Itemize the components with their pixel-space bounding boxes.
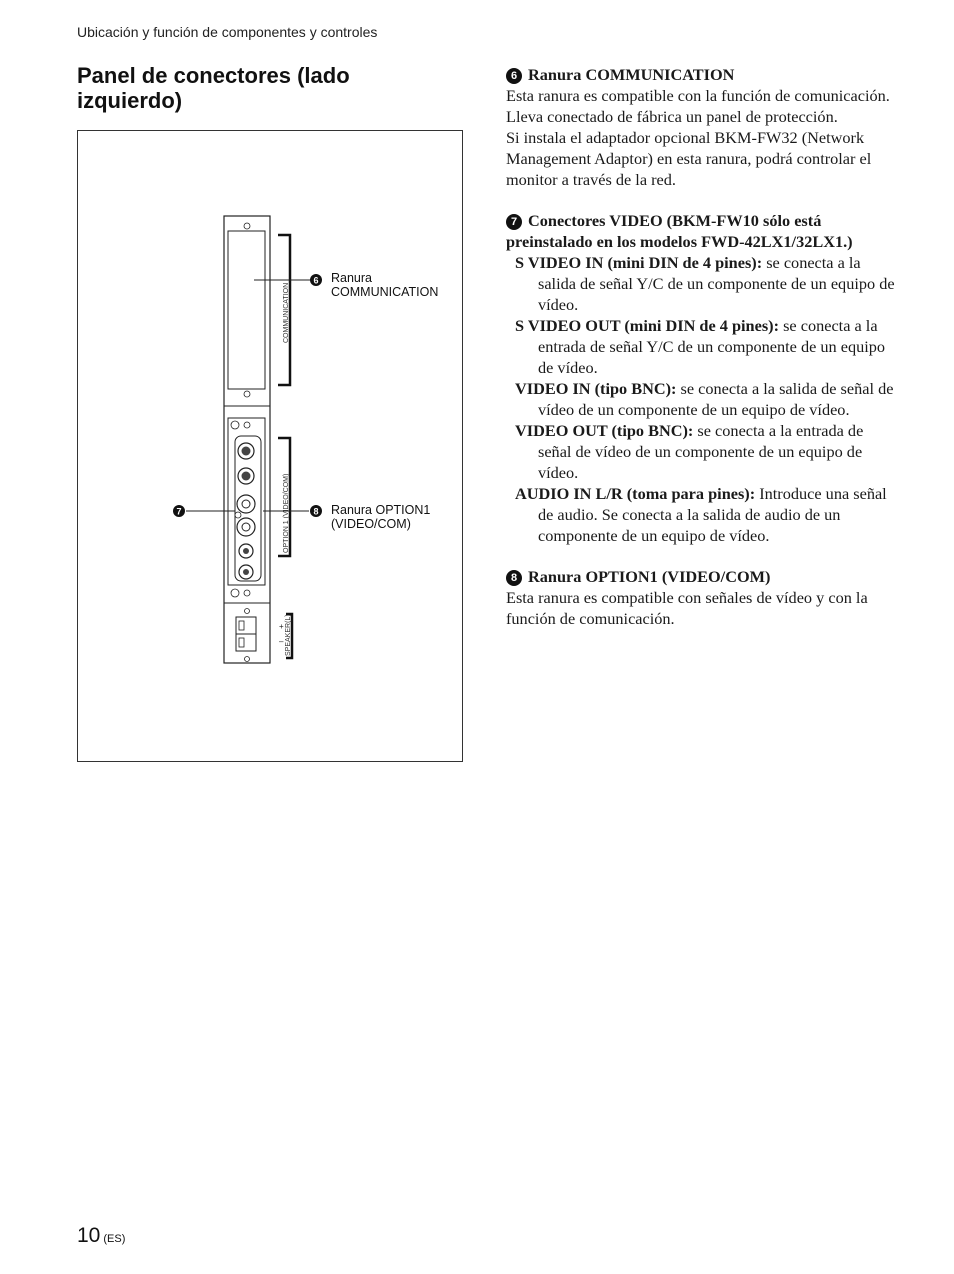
entry-option1 [506, 566, 896, 629]
connector-panel-figure [77, 130, 463, 762]
svg-text:–: – [279, 637, 284, 646]
connector-item: VIDEO OUT (tipo BNC): se conecta a la entrada de señal de vídeo de un componente de un equipo de vídeo. [515, 421, 864, 482]
entry-paragraph: Si instala el adaptador opcional BKM-FW32 (Network Management Adaptor) en esta ranura, podrá controlar el monitor a través de la red. [506, 128, 872, 189]
running-header: Ubicación y función de componentes y controles [77, 24, 378, 40]
entry-heading: 7 Conectores VIDEO (BKM-FW10 sólo está preinstalado en los modelos FWD-42LX1/32LX1.) [506, 211, 853, 251]
panel-label-communication: COMMUNICATION [283, 282, 290, 343]
connector-item: S VIDEO OUT (mini DIN de 4 pines): se conecta a la entrada de señal Y/C de un componente de un equipo de vídeo. [515, 316, 886, 377]
callout-6-label: Ranura COMMUNICATION [331, 271, 439, 299]
svg-text:+: + [279, 622, 284, 631]
callout-8-label: Ranura OPTION1 (VIDEO/COM) [331, 503, 431, 531]
entry-paragraph: Esta ranura es compatible con señales de vídeo y con la función de comunicación. [506, 588, 868, 628]
svg-text:7: 7 [176, 506, 182, 517]
connector-item: AUDIO IN L/R (toma para pines): Introduce una señal de audio. Se conecta a la salida de audio de un componente de un equipo de vídeo. [515, 484, 887, 545]
connector-panel-illustration [78, 131, 464, 763]
entry-video-connectors [506, 210, 896, 546]
entry-number-badge: 6 [506, 68, 522, 84]
section-title: Panel de conectores (lado izquierdo) [77, 63, 350, 113]
entry-paragraph: Lleva conectado de fábrica un panel de protección. [506, 107, 838, 126]
entry-number-badge: 7 [506, 214, 522, 230]
description-column [506, 64, 896, 649]
svg-text:8: 8 [313, 506, 319, 517]
entry-paragraph: Esta ranura es compatible con la función de comunicación. [506, 86, 890, 105]
entry-communication [506, 64, 896, 190]
svg-text:6: 6 [313, 275, 319, 286]
panel-label-speaker: SPEAKER(L) [285, 614, 292, 656]
panel-label-option1: OPTION 1 (VIDEO/COM) [283, 473, 290, 553]
connector-item: VIDEO IN (tipo BNC): se conecta a la salida de señal de vídeo de un componente de un equipo de vídeo. [515, 379, 894, 419]
page-number: 10 (ES) [77, 1224, 126, 1247]
entry-number-badge: 8 [506, 570, 522, 586]
connector-item: S VIDEO IN (mini DIN de 4 pines): se conecta a la salida de señal Y/C de un componente de un equipo de vídeo. [515, 253, 895, 314]
entry-heading: 6 Ranura COMMUNICATION [506, 64, 896, 85]
entry-heading: 8 Ranura OPTION1 (VIDEO/COM) [506, 566, 896, 587]
